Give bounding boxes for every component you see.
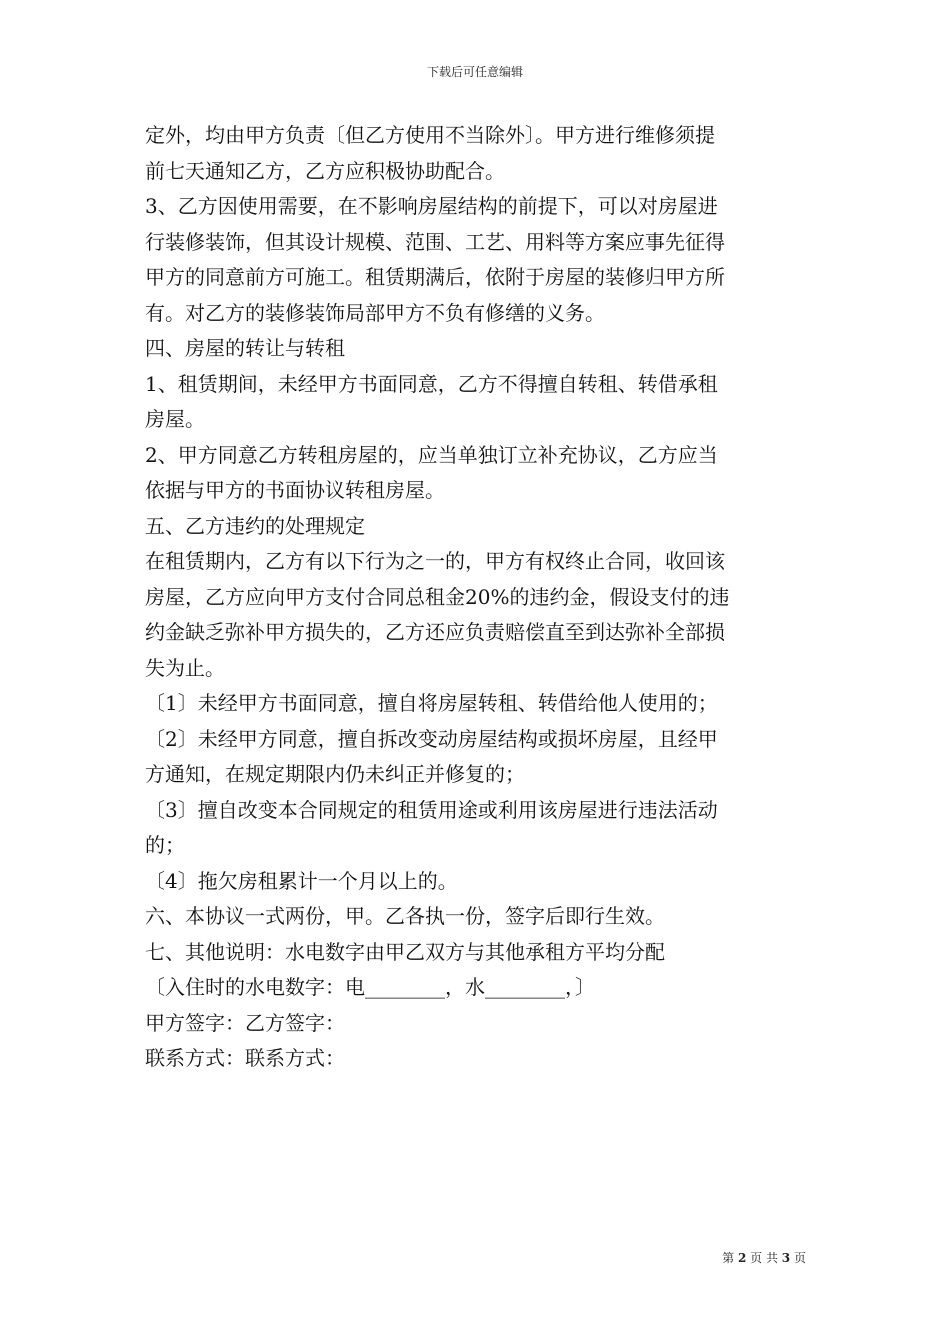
body-line: 失为止。 [145,655,225,680]
body-line: 1、租赁期间，未经甲方书面同意，乙方不得擅自转租、转借承租 [145,371,718,396]
body-line: 五、乙方违约的处理规定 [145,513,365,538]
body-line: 约金缺乏弥补甲方损失的，乙方还应负责赔偿直至到达弥补全部损 [145,620,725,644]
body-line: 在租赁期内，乙方有以下行为之一的，甲方有权终止合同，收回该 [145,549,725,573]
body-line: 四、房屋的转让与转租 [145,336,345,360]
body-line: 〔1〕未经甲方书面同意，擅自将房屋转租、转借给他人使用的； [145,691,718,715]
footer-prefix: 第 [722,1251,735,1265]
footer-middle: 页 共 [750,1251,778,1265]
body-line: 方通知，在规定期限内仍未纠正并修复的； [145,762,525,786]
body-line: 〔2〕未经甲方同意，擅自拆改变动房屋结构或损坏房屋，且经甲 [145,726,718,751]
body-line: 房屋。 [145,407,205,431]
body-line: 行装修装饰，但其设计规模、范围、工艺、用料等方案应事先征得 [145,229,725,254]
body-line: 〔入住时的水电数字：电________，水________，〕 [145,975,595,999]
body-line: 〔3〕擅自改变本合同规定的租赁用途或利用该房屋进行违法活动 [145,797,718,822]
body-line: 的； [145,833,185,857]
body-line: 有。对乙方的装修装饰局部甲方不负有修缮的义务。 [145,300,605,325]
body-line: 甲方签字：乙方签字： [145,1010,345,1035]
body-line: 前七天通知乙方，乙方应积极协助配合。 [145,158,505,183]
body-line: 3、乙方因使用需要，在不影响房屋结构的前提下，可以对房屋进 [145,194,718,218]
body-line: 甲方的同意前方可施工。租赁期满后，依附于房屋的装修归甲方所 [145,265,725,289]
body-line: 定外，均由甲方负责〔但乙方使用不当除外〕。甲方进行维修须提 [145,123,715,147]
current-page-number: 2 [737,1251,747,1265]
body-line: 依据与甲方的书面协议转租房屋。 [145,478,445,502]
body-line: 房屋，乙方应向甲方支付合同总租金20%的违约金，假设支付的违 [145,584,730,609]
body-line: 六、本协议一式两份，甲。乙各执一份，签字后即行生效。 [145,904,665,928]
footer-suffix: 页 [793,1251,806,1265]
total-page-number: 3 [781,1251,791,1265]
page-number-footer [722,1250,806,1266]
page-header: 下载后可任意编辑 [426,65,523,79]
body-line: 2、甲方同意乙方转租房屋的，应当单独订立补充协议，乙方应当 [145,442,718,467]
body-line: 联系方式：联系方式： [145,1046,345,1070]
body-line: 七、其他说明：水电数字由甲乙双方与其他承租方平均分配 [145,939,665,964]
body-line: 〔4〕拖欠房租累计一个月以上的。 [145,868,458,893]
document-body [145,118,810,1077]
